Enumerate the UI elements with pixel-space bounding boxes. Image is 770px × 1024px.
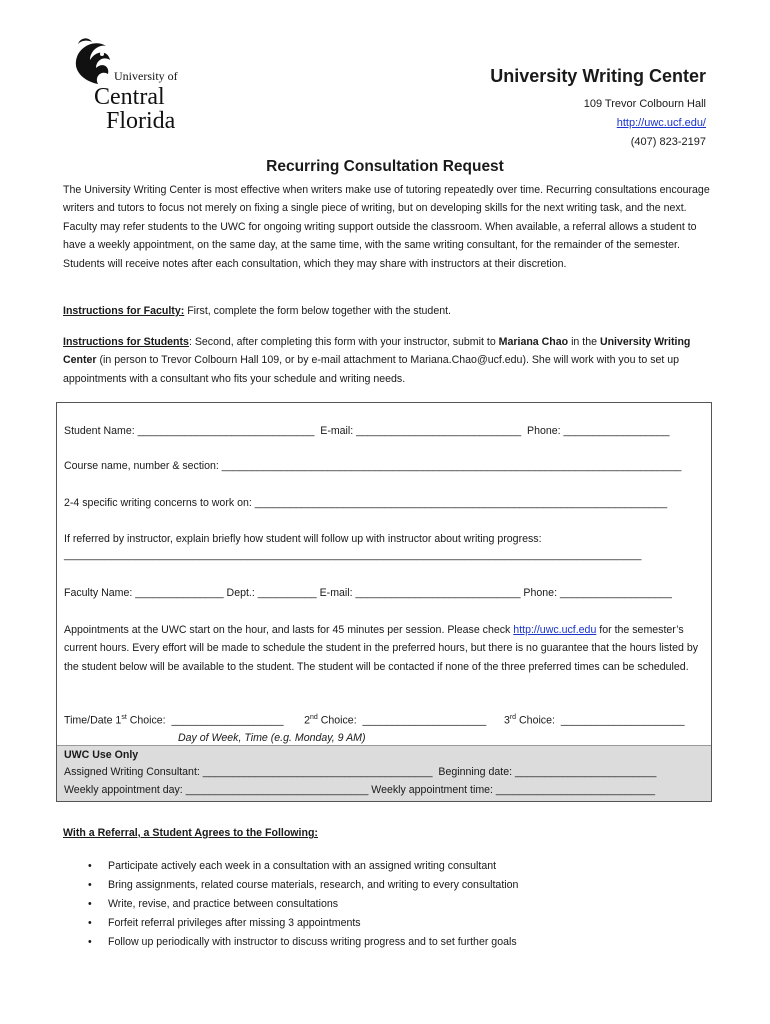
org-name: University Writing Center	[490, 66, 706, 86]
website-link[interactable]: http://uwc.ucf.edu/	[616, 117, 706, 129]
list-item-text: Participate actively each week in a consultation with an assigned writing consultant	[108, 860, 497, 872]
list-item	[88, 914, 518, 933]
choice2-field[interactable]: Choice: _____________________	[317, 714, 487, 727]
pegasus-icon	[66, 36, 226, 132]
list-item	[88, 857, 518, 876]
choice1-sup: st	[121, 714, 127, 721]
choice-hint: Day of Week, Time (e.g. Monday, 9 AM)	[178, 732, 366, 744]
contact-name: Mariana Chao	[498, 336, 569, 348]
logo-line1: University of	[114, 69, 178, 83]
choice2-label: 2	[304, 714, 310, 727]
weekly-appt-row[interactable]: Weekly appointment day: _______________________________ Weekly appointment time: ___________________________	[64, 784, 655, 796]
list-item-text: Follow up periodically with instructor to discuss writing progress and to set further goals	[108, 936, 517, 948]
faculty-instructions-text: First, complete the form below together with the student.	[184, 305, 451, 317]
choice1-label: Time/Date 1	[64, 714, 122, 727]
address: 109 Trevor Colbourn Hall	[583, 98, 706, 110]
list-item-text: Write, revise, and practice between consultations	[108, 898, 339, 910]
uwc-use-heading: UWC Use Only	[64, 749, 139, 761]
agreement-list	[88, 857, 518, 952]
list-item-text: Bring assignments, related course materials, research, and writing to every consultation	[108, 879, 519, 891]
choice1-field[interactable]: Choice: ___________________	[126, 714, 284, 727]
list-item-text: Forfeit referral privileges after missing 3 appointments	[108, 917, 361, 929]
choice2-sup: nd	[309, 714, 318, 721]
bullet-icon: •	[88, 860, 92, 872]
logo-line2: Central	[94, 84, 165, 110]
appointment-info	[64, 621, 704, 676]
bullet-icon: •	[88, 898, 92, 910]
student-instructions	[63, 333, 713, 388]
choice3-label: 3	[503, 714, 510, 727]
logo-line3: Florida	[106, 108, 176, 132]
list-item	[88, 876, 518, 895]
consultant-row[interactable]: Assigned Writing Consultant: _______________________________________ Beginning date: ________________________	[64, 766, 657, 778]
header	[490, 66, 706, 152]
ucf-logo	[66, 36, 226, 132]
intro-paragraph: The University Writing Center is most effective when writers make use of tutoring repeatedly over time. Recurring consultations encourage writers and tutors to focus not merely on fixing a single piece of writing, but on developing skills for the next writing task, and the next. Faculty may refer students to the UWC for ongoing writing support outside the classroom. When available, a referral allows a student to have a weekly appointment, on the same day, at the same time, with the same writing consultant, for the remainder of the semester. Students will receive notes after each consultation, which they may share with instructors at their discretion.	[63, 184, 710, 270]
referral-form	[56, 402, 712, 802]
concerns-row[interactable]: 2-4 specific writing concerns to work on: ______________________________________________________________________	[64, 497, 668, 509]
faculty-instructions-label: Instructions for Faculty:	[63, 305, 185, 317]
phone: (407) 823-2197	[630, 136, 706, 148]
followup-answer-line[interactable]: __________________________________________________________________________________________________	[64, 549, 642, 561]
bullet-icon: •	[88, 936, 92, 948]
course-row[interactable]: Course name, number & section: ______________________________________________________________________________	[64, 460, 682, 472]
student-instr-text3: (in person to Trevor Colbourn Hall 109, or by e-mail attachment to Mariana.Chao@ucf.edu). She will work with you to set up appointments with a consultant who fits your schedule and writing needs.	[63, 354, 680, 385]
student-instr-text2: in the	[568, 336, 600, 348]
list-item	[88, 933, 518, 952]
choice3-field[interactable]: Choice: _____________________	[516, 714, 685, 727]
list-item	[88, 895, 518, 914]
bullet-icon: •	[88, 917, 92, 929]
choices-row[interactable]	[64, 714, 685, 727]
student-instructions-label: Instructions for Students	[63, 336, 189, 348]
appt-text-1: Appointments at the UWC start on the hour, and lasts for 45 minutes per session. Please check	[64, 624, 514, 636]
faculty-info-row[interactable]: Faculty Name: _______________ Dept.: __________ E-mail: ____________________________ Phone: ___________________	[64, 587, 672, 599]
agreement-heading: With a Referral, a Student Agrees to the Following:	[63, 827, 318, 839]
student-instr-text1: : Second, after completing this form with your instructor, submit to	[188, 336, 499, 348]
page-title: Recurring Consultation Request	[266, 158, 504, 175]
uwc-use-only	[57, 745, 711, 801]
choice3-sup: rd	[509, 714, 517, 721]
followup-question: If referred by instructor, explain briefly how student will follow up with instructor about writing progress:	[64, 533, 542, 545]
hours-link[interactable]: http://uwc.ucf.edu	[513, 624, 597, 636]
faculty-instructions	[63, 302, 713, 320]
student-info-row[interactable]: Student Name: ______________________________ E-mail: ____________________________ Phone: __________________	[64, 425, 670, 437]
bullet-icon: •	[88, 879, 92, 891]
appt-text-2: for the semester’s current hours. Every effort will be made to schedule the student in the preferred hours, but there is no guarantee that the hours listed by the student below will be available to the student. The student will be contacted if none of the three preferred times can be scheduled.	[64, 624, 699, 673]
uwc-name: University Writing Center	[63, 336, 691, 367]
